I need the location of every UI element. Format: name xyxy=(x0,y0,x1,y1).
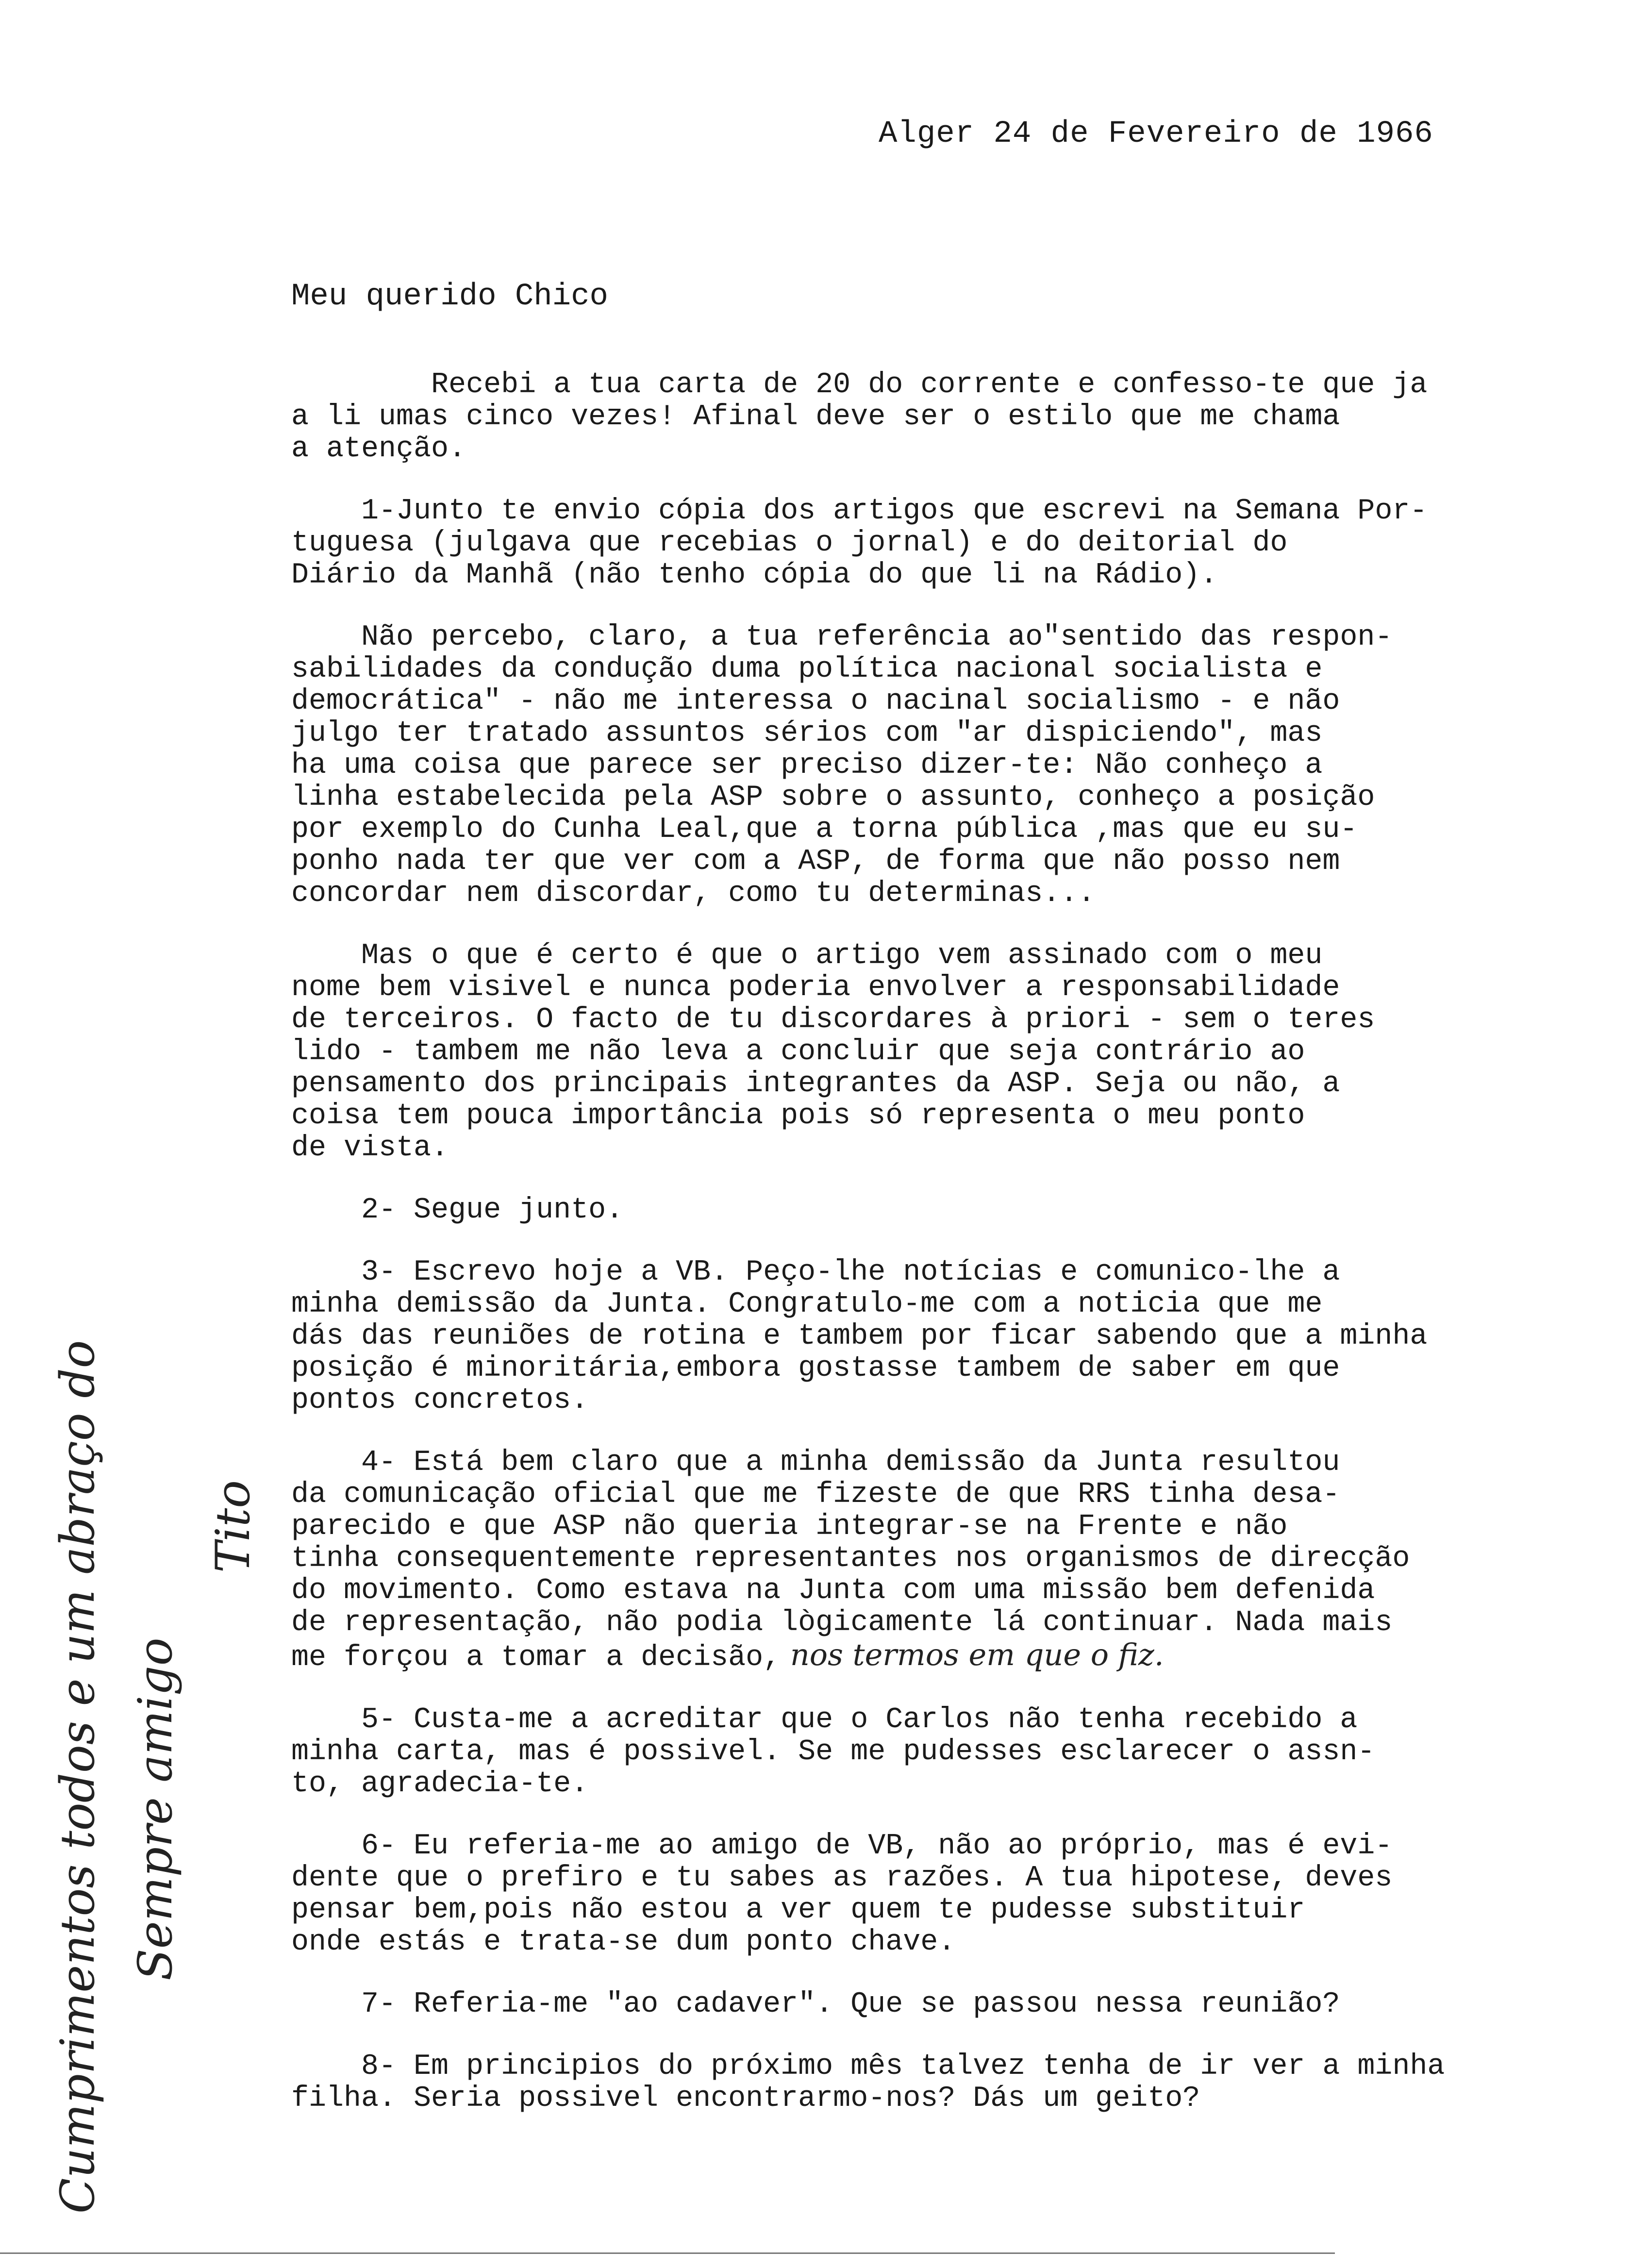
paragraph-6: 6- Eu referia-me ao amigo de VB, não ao próprio, mas é evi- dente que o prefiro e tu sabes as razões. A tua hipotese, deves pensar bem,pois não estou a ver quem te pudesse substituir onde estás e trata-se dum ponto chave. xyxy=(291,1830,1393,1959)
handwritten-margin-note xyxy=(39,757,272,2214)
margin-note-line: Cumprimentos todos e um abraço do xyxy=(50,1340,105,2214)
letter-dateline: Alger 24 de Fevereiro de 1966 xyxy=(879,117,1433,151)
paragraph-intro: Recebi a tua carta de 20 do corrente e confesso-te que ja a li umas cinco vezes! Afinal deve ser o estilo que me chama a atenção. xyxy=(291,368,1428,466)
paragraph-1-conclusion: Mas o que é certo é que o artigo vem assinado com o meu nome bem visivel e nunca poderia envolver a responsabilidade de terceiros. O facto de tu discordares à priori - sem o teres lido - tambem me não leva a concluir que seja contrário ao pensamento dos principais integrantes da ASP. Seja ou não, a coisa tem pouca importância pois só representa o meu ponto de vista. xyxy=(291,939,1375,1165)
page-bottom-edge xyxy=(0,2252,1335,2254)
handwritten-insertion: nos termos em que o fiz. xyxy=(781,1637,1164,1672)
paragraph-5: 5- Custa-me a acreditar que o Carlos não tenha recebido a minha carta, mas é possivel. Se me pudesses esclarecer o assn- to, agradecia-te. xyxy=(291,1703,1375,1801)
paragraph-4-typed: 4- Está bem claro que a minha demissão da Junta resultou da comunicação oficial que me fizeste de que RRS tinha desa- parecido e que ASP não queria integrar-se na Frente e não tinha consequentemente representantes nos organismos de direcção do movimento. Como estava na Junta com uma missão bem defenida de representação, não podia lògicamente lá continuar. Nada mais me forçou a tomar a decisão, xyxy=(291,1446,1410,1674)
paragraph-1-continued: Não percebo, claro, a tua referência ao"sentido das respon- sabilidades da condução duma política nacional socialista e democrática" - não me interessa o nacinal socialismo - e não julgo ter tratado assuntos sérios com "ar dispiciendo", mas ha uma coisa que parece ser preciso dizer-te: Não conheço a linha estabelecida pela ASP sobre o assunto, conheço a posição por exemplo do Cunha Leal,que a torna pública ,mas que eu su- ponho nada ter que ver com a ASP, de forma que não posso nem concordar nem discordar, como tu determinas... xyxy=(291,621,1393,910)
letter-salutation: Meu querido Chico xyxy=(291,279,608,314)
paragraph-3: 3- Escrevo hoje a VB. Peço-lhe notícias e comunico-lhe a minha demissão da Junta. Congratulo-me com a noticia que me dás das reuniões de rotina e tambem por ficar sabendo que a minha posição é minoritária,embora gostasse tambem de saber em que pontos concretos. xyxy=(291,1256,1428,1417)
margin-note-line: Sempre amigo xyxy=(128,1637,183,1981)
letter-body xyxy=(291,369,1563,2145)
paragraph-2: 2- Segue junto. xyxy=(291,1194,624,1227)
paragraph-1: 1-Junto te envio cópia dos artigos que escrevi na Semana Por- tuguesa (julgava que recebias o jornal) e do deitorial do Diário da Manhã (não tenho cópia do que li na Rádio). xyxy=(291,495,1428,592)
paragraph-4 xyxy=(291,1447,1563,1674)
margin-note-signature: Tito xyxy=(206,1480,260,1573)
paragraph-7: 7- Referia-me "ao cadaver". Que se passou nessa reunião? xyxy=(291,1988,1340,2021)
paragraph-8: 8- Em principios do próximo mês talvez tenha de ir ver a minha filha. Seria possivel encontrarmo-nos? Dás um geito? xyxy=(291,2050,1445,2115)
